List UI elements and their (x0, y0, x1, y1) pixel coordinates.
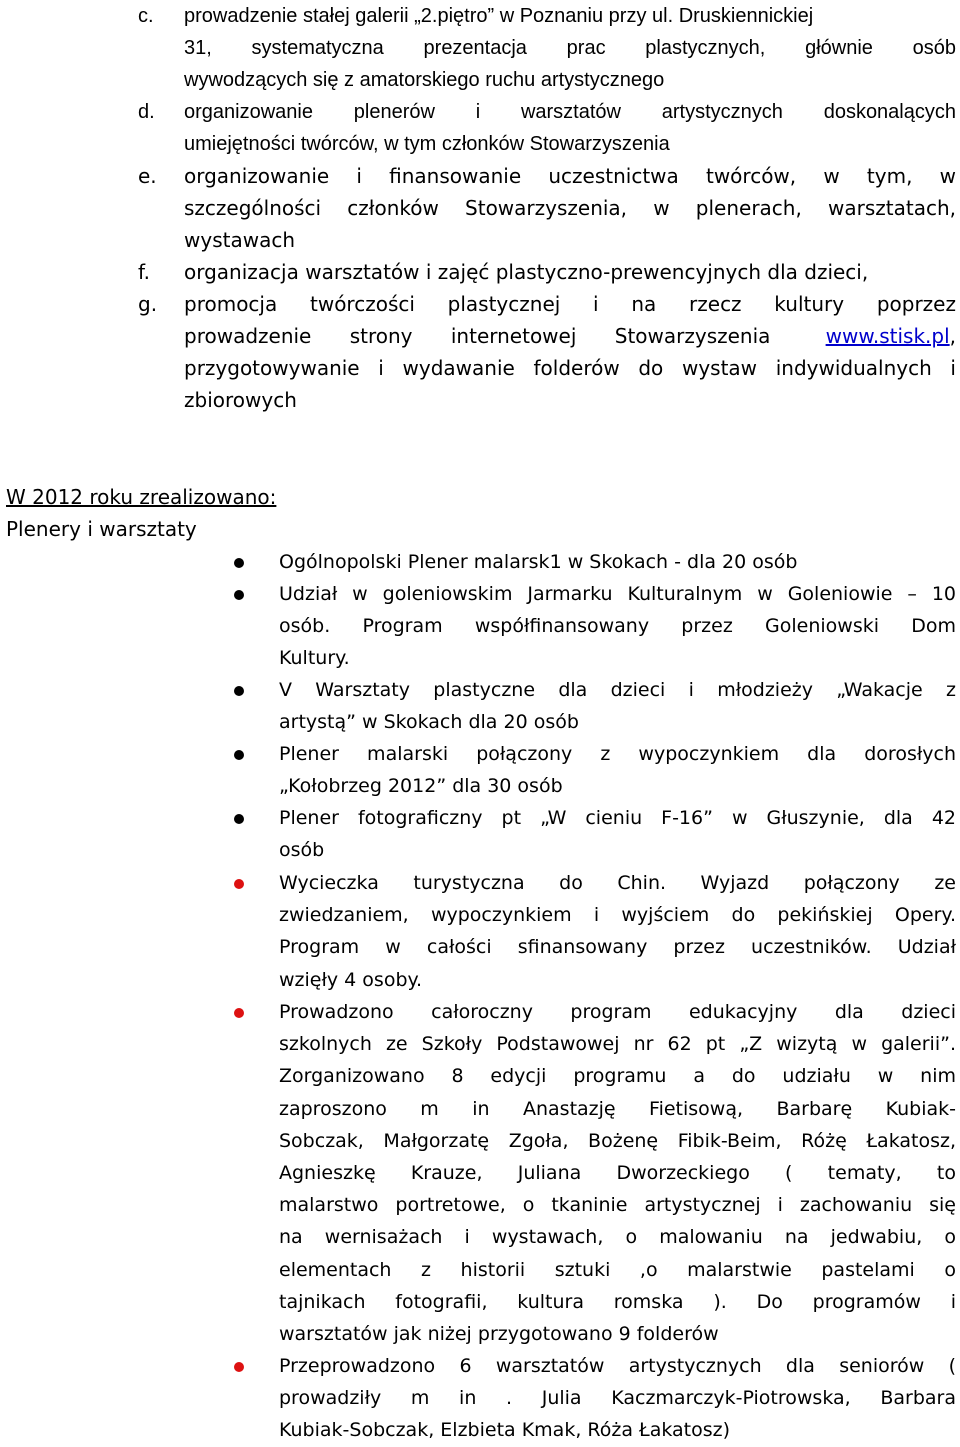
bullet-icon (234, 814, 244, 824)
list-marker: d. (138, 101, 155, 123)
text-line: przygotowywanie i wydawanie folderów do wystaw indywidualnych i (184, 356, 956, 380)
text-line: prowadziły m in . Julia Kaczmarczyk-Piotrowska, Barbara (279, 1387, 956, 1410)
text-line: wzięły 4 osoby. (279, 968, 423, 991)
text-line: zbiorowych (184, 388, 297, 412)
text-line: Przeprowadzono 6 warsztatów artystycznych dla seniorów ( (279, 1355, 956, 1377)
text-line: V Warsztaty plastyczne dla dzieci i młodzieży „Wakacje z (279, 679, 956, 701)
section-subheading: Plenery i warsztaty (6, 517, 197, 541)
text-line: zaproszono m in Anastazję Fietisową, Barbarę Kubiak- (279, 1097, 956, 1120)
text-line: Udział w goleniowskim Jarmarku Kulturalnym w Goleniowie – 10 (279, 583, 956, 605)
list-item-text (279, 996, 956, 1350)
list-item-text (279, 1350, 956, 1447)
list-item-text (184, 0, 956, 96)
text-line: „Kołobrzeg 2012” dla 30 osób (279, 775, 563, 798)
text-line: prowadzenie stałej galerii „2.piętro” w Poznaniu przy ul. Druskiennickiej (184, 5, 814, 27)
text-line: malarstwo portretowe, o tkaninie artystycznej i zachowaniu się (279, 1194, 956, 1217)
text-line: Plener fotograficzny pt „W cieniu F-16” w Głuszynie, dla 42 (279, 807, 956, 829)
text-line: wywodzących się z amatorskiego ruchu artystycznego (184, 69, 665, 91)
bullet-icon (234, 686, 244, 696)
link-line-prefix: prowadzenie strony internetowej Stowarzyszenia (184, 324, 771, 348)
list-item-text (279, 738, 956, 802)
text-line: szkolnych ze Szkoły Podstawowej nr 62 pt „Z wizytą w galerii”. (279, 1033, 956, 1056)
text-line: promocja twórczości plastycznej i na rzecz kultury poprzez (184, 292, 956, 316)
bullet-icon (234, 750, 244, 760)
text-line: 31, systematyczna prezentacja prac plastycznych, głównie osób (184, 37, 956, 59)
list-item-text (279, 867, 956, 996)
bullet-icon (234, 879, 244, 889)
bullet-icon (234, 1362, 244, 1372)
list-marker: g. (138, 292, 158, 316)
text-line: Kultury. (279, 647, 350, 670)
text-line: Kubiak-Sobczak, Elzbieta Kmak, Róża Łakatosz) (279, 1419, 731, 1442)
list-item-text (184, 160, 956, 256)
bullet-icon (234, 590, 244, 600)
list-marker: f. (138, 260, 150, 284)
text-line: Ogólnopolski Plener malarsk1 w Skokach - dla 20 osób (279, 551, 798, 573)
text-line: wystawach (184, 228, 295, 252)
text-line: Program w całości sfinansowany przez uczestników. Udział (279, 936, 956, 959)
text-line (184, 320, 956, 352)
text-line: osób. Program współfinansowany przez Goleniowski Dom (279, 615, 956, 638)
list-item-text (279, 578, 956, 675)
text-line: Prowadzono całoroczny program edukacyjny dla dzieci (279, 1001, 956, 1023)
list-item-text (279, 674, 956, 738)
text-line: Wycieczka turystyczna do Chin. Wyjazd połączony ze (279, 872, 956, 894)
list-marker: c. (138, 5, 154, 27)
text-line: szczególności członków Stowarzyszenia, w plenerach, warsztatach, (184, 196, 956, 220)
list-item-text (279, 802, 956, 866)
text-line: Plener malarski połączony z wypoczynkiem dla dorosłych (279, 743, 956, 765)
text-line: Agnieszkę Krauze, Juliana Dworzeckiego ( tematy, to (279, 1161, 956, 1184)
list-item-text (184, 256, 956, 288)
text-line: organizowanie i finansowanie uczestnictwa twórców, w tym, w (184, 164, 956, 188)
text-line: organizacja warsztatów i zajęć plastyczno-prewencyjnych dla dzieci, (184, 260, 869, 284)
text-line: organizowanie plenerów i warsztatów artystycznych doskonalących (184, 101, 956, 123)
text-line: umiejętności twórców, w tym członków Stowarzyszenia (184, 133, 670, 155)
list-marker: e. (138, 164, 157, 188)
link-suffix: , (949, 324, 956, 348)
bullet-icon (234, 1008, 244, 1018)
text-line: artystą” w Skokach dla 20 osób (279, 711, 579, 734)
text-line: na wernisażach i wystawach, o malowaniu na jedwabiu, o (279, 1226, 956, 1249)
website-link[interactable]: www.stisk.pl (825, 324, 950, 348)
text-line: zwiedzaniem, wypoczynkiem i wyjściem do pekińskiej Opery. (279, 904, 956, 927)
list-item-text (184, 288, 956, 416)
text-line: osób (279, 839, 325, 862)
text-line: tajnikach fotografii, kultura romska ). Do programów i (279, 1290, 956, 1313)
text-line: Zorganizowano 8 edycji programu a do udziału w nim (279, 1065, 956, 1088)
list-item-text (279, 546, 956, 578)
list-item-text (184, 96, 956, 160)
text-line: warsztatów jak niżej przygotowano 9 folderów (279, 1322, 719, 1345)
bullet-icon (234, 558, 244, 568)
text-line: Sobczak, Małgorzatę Zgoła, Bożenę Fibik-Beim, Różę Łakatosz, (279, 1129, 956, 1152)
text-line: elementach z historii sztuki ,o malarstwie pastelami o (279, 1258, 956, 1281)
section-heading: W 2012 roku zrealizowano: (6, 485, 277, 509)
